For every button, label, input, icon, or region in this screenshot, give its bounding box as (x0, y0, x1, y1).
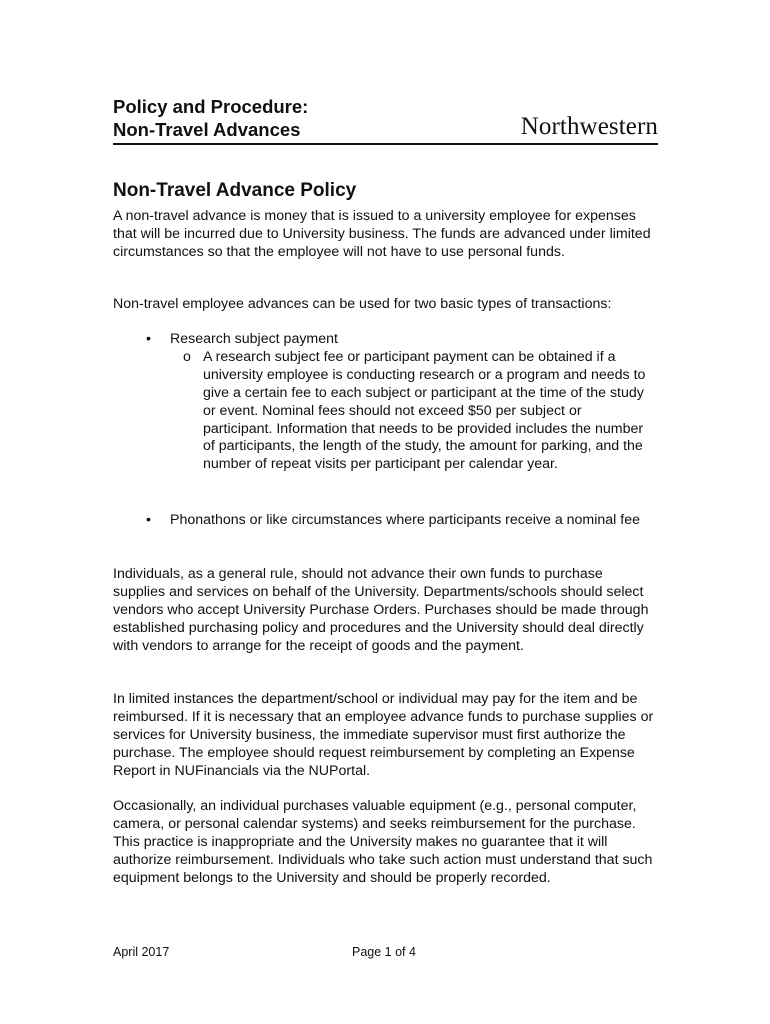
bullet-text: Phonathons or like circumstances where participants receive a nominal fee (170, 512, 641, 528)
sub-bullet-marker: o (183, 348, 191, 365)
bullet-list-item (113, 512, 658, 530)
bullet-marker: • (146, 331, 151, 347)
paragraph-limited-instances: In limited instances the department/school or individual may pay for the item and be reimbursed. If it is necessary that an employee advance funds to purchase supplies or services for University business, the immediate supervisor must first authorize the purchase. The employee should request reimbursement by completing an Expense Report in NUFinancials via the NUPortal. (113, 691, 654, 779)
sub-bullet-text: A research subject fee or participant payment can be obtained if a university employee is conducting research or a program and needs to give a certain fee to each subject or participant at the time of the study or event. Nominal fees should not exceed $50 per subject or participant. Information that needs to be provided includes the number of participants, the length of the study, the amount for parking, and the number of repeat visits per participant per calendar year. (203, 348, 646, 473)
header-divider (113, 143, 658, 145)
northwestern-logo: Northwestern (520, 113, 658, 140)
bullet-marker: • (146, 512, 151, 528)
paragraph-intro: A non-travel advance is money that is issued to a university employee for expenses that will be incurred due to University business. The funds are advanced under limited circumstances so that the employee will not have to use personal funds. (113, 208, 651, 260)
document-header (113, 95, 658, 145)
sub-bullet-research-fee (113, 349, 658, 474)
policy-title (113, 95, 308, 141)
section-title: Non-Travel Advance Policy (113, 180, 357, 201)
footer-date: April 2017 (113, 945, 170, 959)
bullet-research-subject-payment (113, 331, 658, 349)
footer-page-number: Page 1 of 4 (352, 945, 416, 959)
bullet-text: Research subject payment (170, 331, 338, 347)
policy-title-line-2: Non-Travel Advances (113, 119, 301, 140)
bullet-list-item (113, 331, 658, 474)
paragraph-types-intro: Non-travel employee advances can be used for two basic types of transactions: (113, 296, 612, 312)
policy-title-line-1: Policy and Procedure: (113, 96, 309, 117)
paragraph-equipment: Occasionally, an individual purchases valuable equipment (e.g., personal computer, camera, or personal calendar systems) and seeks reimbursement for the purchase. This practice is inappropriate and the University makes no guarantee that it will authorize reimbursement. Individuals who take such action must understand that such equipment belongs to the University and should be properly recorded. (113, 798, 653, 886)
paragraph-general-rule: Individuals, as a general rule, should not advance their own funds to purchase supplies and services on behalf of the University. Departments/schools should select vendors who accept University Purchase Orders. Purchases should be made through established purchasing policy and procedures and the University should deal directly with vendors to arrange for the receipt of goods and the payment. (113, 566, 649, 654)
bullet-phonathons (113, 512, 658, 530)
